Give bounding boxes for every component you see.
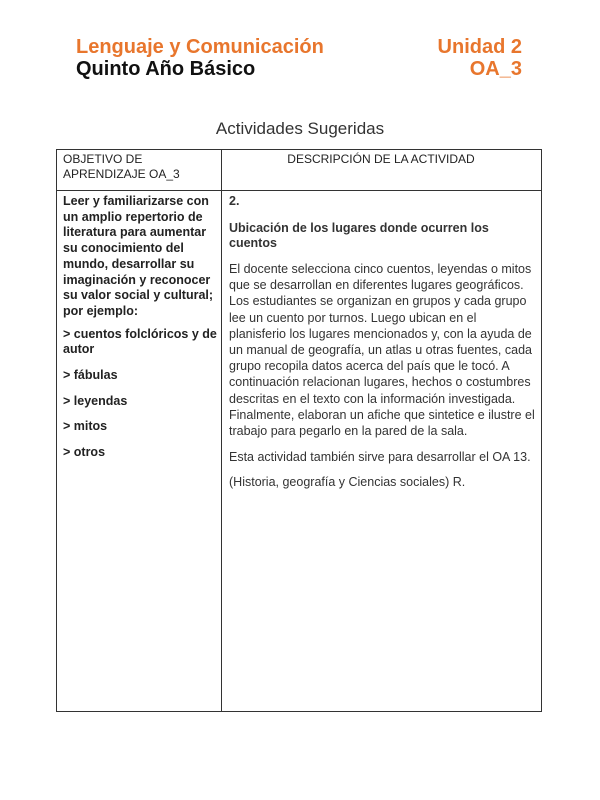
activity-title: Ubicación de los lugares donde ocurren los cuentos (229, 221, 489, 250)
objective-item: > mitos (63, 419, 108, 434)
grade-level: Quinto Año Básico (76, 58, 256, 80)
objective-item: > cuentos folclóricos y de autor (63, 326, 217, 357)
activity-reference: (Historia, geografía y Ciencias sociales) R. (229, 475, 466, 490)
unit-label: Unidad 2 (437, 36, 522, 58)
objective-column-header: OBJETIVO DE APRENDIZAJE OA_3 (63, 152, 180, 181)
objective-item: > fábulas (63, 368, 118, 383)
activity-number: 2. (229, 194, 240, 208)
objective-item: > leyendas (63, 393, 128, 408)
description-cell (229, 194, 535, 499)
document-header-right (438, 36, 522, 80)
section-title: Actividades Sugeridas (215, 119, 385, 138)
objective-text: Leer y familiarizarse con un amplio repertorio de literatura para aumentar su conocimiento del mundo, desarrollar su imaginación y reconocer su valor social y cultural; por ejemplo: (63, 194, 214, 318)
activity-table (56, 149, 542, 712)
header-row-divider (57, 190, 541, 191)
objective-item: > otros (63, 445, 106, 460)
oa-label: OA_3 (469, 58, 522, 80)
objective-cell (63, 194, 219, 471)
activity-note: Esta actividad también sirve para desarrollar el OA 13. (229, 450, 531, 465)
activity-description: El docente selecciona cinco cuentos, leyendas o mitos que se desarrollan en diferentes lugares geográficos. Los estudiantes se organizan en grupos y cada grupo lee un cuento por turnos. Luego ubican en el planisferio los lugares mencionados y, con la ayuda de un manual de geografía, un atlas u otras fuentes, cada grupo recopila datos acerca del país que le tocó. A continuación relacionan lugares, hechos o costumbres descritas en el texto con la información investigada. Finalmente, elaboran un afiche que sintetice e ilustre el trabajo para pegarlo en la pared de la sala. (229, 262, 535, 439)
subject-title: Lenguaje y Comunicación (76, 36, 324, 58)
column-divider (221, 150, 222, 711)
description-column-header: DESCRIPCIÓN DE LA ACTIVIDAD (287, 152, 475, 166)
document-header-left (76, 36, 324, 80)
